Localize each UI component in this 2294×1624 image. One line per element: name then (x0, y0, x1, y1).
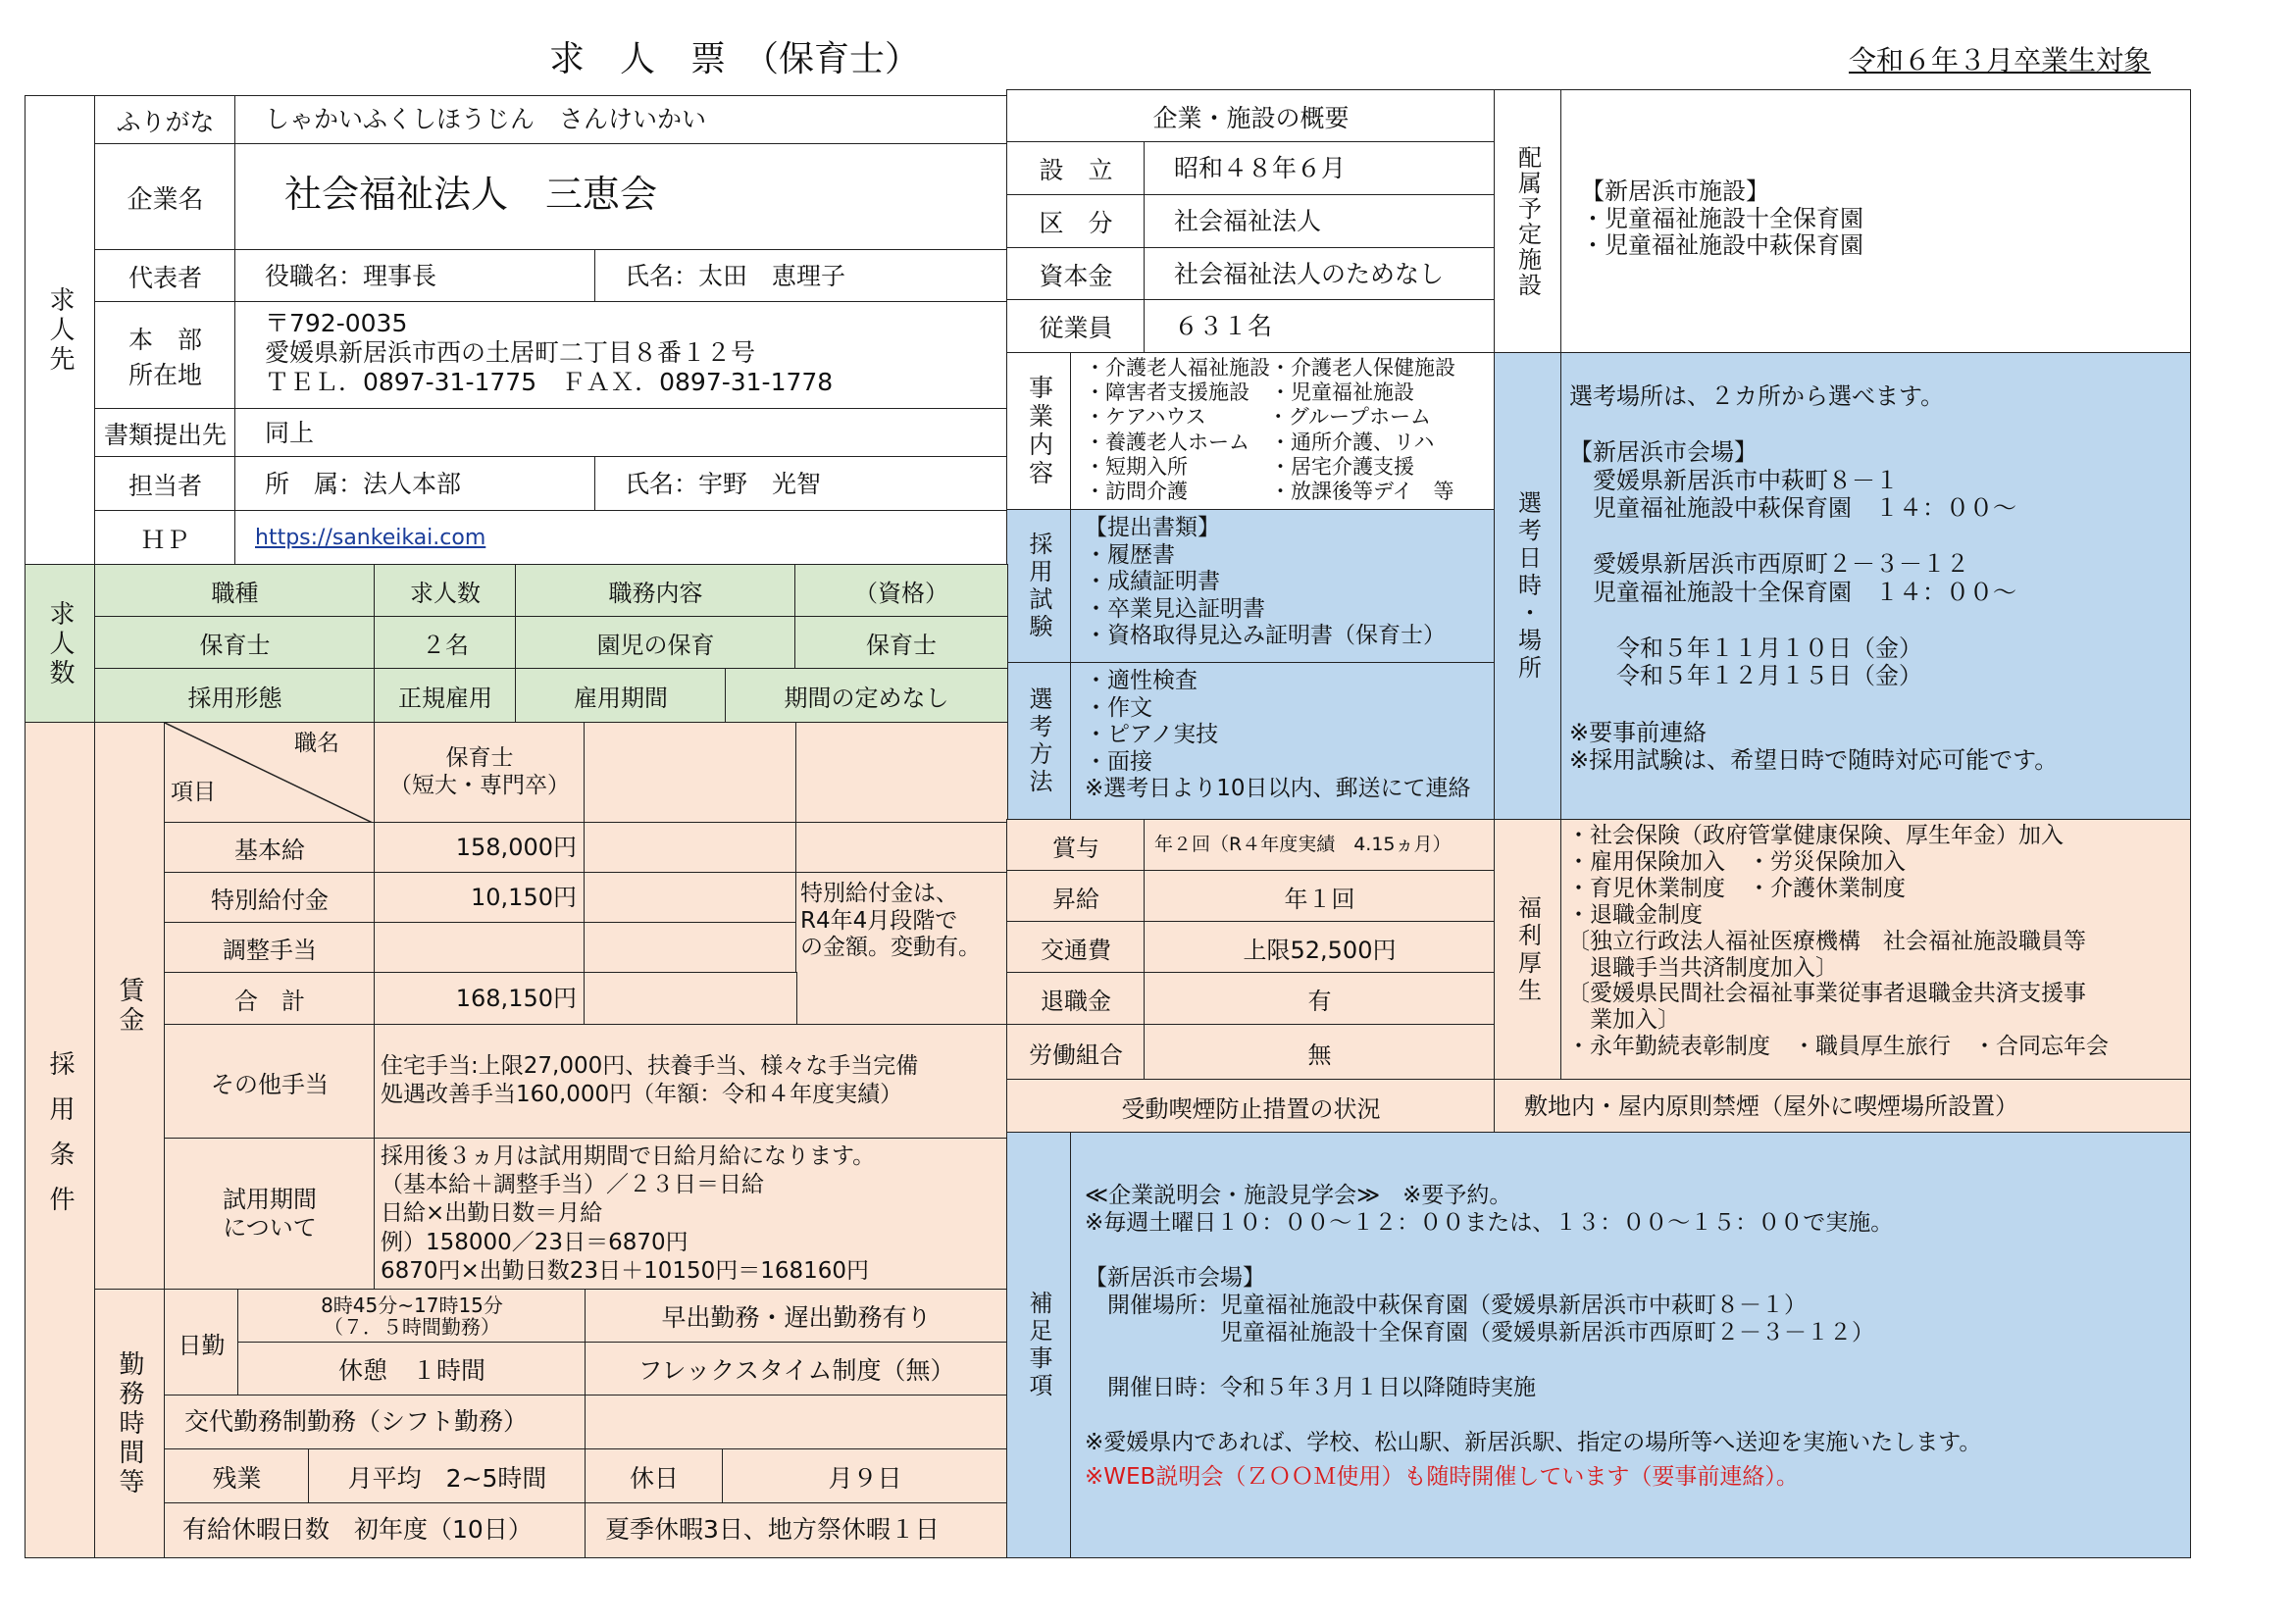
furigana-cell: しゃかいふくしほうじん さんけいかい (234, 95, 1008, 145)
union-value: 無 (1144, 1024, 1496, 1081)
pos-header-job: 職種 (94, 564, 376, 618)
schedule-label: 選考日時・場所 (1494, 352, 1562, 821)
employees-label: 従業員 (1006, 299, 1146, 354)
hp-link[interactable]: https://sankeikai.com (255, 526, 486, 550)
form-value: 正規雇用 (374, 668, 517, 724)
exam-method-label: 選考方法 (1006, 662, 1072, 821)
other-allowance-label: その他手当 (164, 1024, 376, 1140)
established-cell: 昭和４８年６月 (1144, 141, 1496, 196)
rep-title-cell: 役職名：理事長 (234, 249, 596, 303)
wage-total-value: 168,150円 (374, 972, 586, 1026)
shift-cell: 交代勤務制勤務（シフト勤務） (164, 1395, 586, 1450)
holiday-value: 月９日 (722, 1448, 1008, 1504)
type-label: 区 分 (1006, 194, 1146, 249)
wage-row-empty (584, 922, 797, 974)
holiday-label: 休日 (585, 1448, 724, 1504)
rep-name-cell: 氏名：太田 恵理子 (594, 249, 1008, 303)
overtime-value: 月平均 2~5時間 (308, 1448, 586, 1504)
trial-cell: 採用後３ヵ月は試用期間で日給月給になります。 （基本給＋調整手当）／２３日＝日給 日給×出勤日数＝月給 例）158000／23日＝6870円 6870円×出勤日数23日＋10150円＝168160円 (374, 1138, 1008, 1291)
notes-label: 補足事項 (1006, 1132, 1072, 1558)
business-cell: ・介護老人福祉施設・介護老人保健施設 ・障害者支援施設 ・児童福祉施設 ・ケアハウス ・グループホーム ・養護老人ホーム ・通所介護、リハ ・短期入所 ・居宅介護支援 ・訪問介護 ・放課後等デイ 等 (1070, 352, 1496, 511)
contact-label: 担当者 (94, 456, 236, 512)
pos-count: ２名 (374, 616, 517, 670)
wage-row-value: 158,000円 (374, 822, 586, 874)
welfare-label: 福利厚生 (1494, 819, 1562, 1081)
page-title: 求 人 票 （保育士） (549, 39, 921, 79)
side-employer: 求人先 (25, 95, 96, 566)
company-name: 社会福祉法人 三恵会 (284, 173, 658, 216)
contact-dept-cell: 所 属：法人本部 (234, 456, 596, 512)
other-allowance-cell: 住宅手当:上限27,000円、扶養手当、様々な手当完備 処遇改善手当160,000円（年額：令和４年度実績） (374, 1024, 1008, 1140)
hq-cell: 〒792-0035 愛媛県新居浜市西の土居町二丁目８番１２号 ＴＥＬ．0897-31-1775 ＦＡＸ．0897-31-1778 (234, 301, 1008, 410)
pos-job: 保育士 (94, 616, 376, 670)
exam-docs-cell: 【提出書類】 ・履歴書 ・成績証明書 ・卒業見込証明書 ・資格取得見込み証明書（保育士） (1070, 509, 1496, 664)
target-label: 令和６年３月卒業生対象 (1849, 44, 2152, 76)
hp-label: ＨＰ (94, 510, 236, 566)
retire-value: 有 (1144, 972, 1496, 1026)
welfare-cell: ・社会保険（政府管掌健康保険、厚生年金）加入 ・雇用保険加入 ・労災保険加入 ・育児休業制度 ・介護休業制度 ・退職金制度 〔独立行政法人福祉医療機構 社会福祉施設職員等 退職手当共済制度加入〕 〔愛媛県民間社会福祉事業従事者退職金共済支援事 業加入〕 ・永年勤続表彰制度 ・職員厚生旅行 ・合同忘年会 (1560, 819, 2191, 1081)
smoking-label: 受動喫煙防止措置の状況 (1006, 1079, 1496, 1134)
established-label: 設 立 (1006, 141, 1146, 196)
type-cell: 社会福祉法人 (1144, 194, 1496, 249)
early-late: 早出勤務・遅出勤務有り (585, 1289, 1008, 1344)
day-shift-label: 日勤 (164, 1289, 239, 1396)
overtime-label: 残業 (164, 1448, 310, 1504)
wage-row-label: 基本給 (164, 822, 376, 874)
vacation-cell: 夏季休暇3日、地方祭休暇１日 (585, 1502, 1008, 1558)
transport-value: 上限52,500円 (1144, 921, 1496, 974)
capital-label: 資本金 (1006, 247, 1146, 301)
wage-col-empty-1 (584, 722, 797, 824)
retire-label: 退職金 (1006, 972, 1146, 1026)
union-label: 労働組合 (1006, 1024, 1146, 1081)
wage-row-empty (584, 972, 797, 1026)
paid-leave-cell: 有給休暇日数 初年度（10日） (164, 1502, 586, 1558)
wage-row-value: 10,150円 (374, 872, 586, 924)
placement-label: 配属予定施設 (1494, 89, 1562, 354)
trial-label: 試用期間 について (164, 1138, 376, 1291)
period-value: 期間の定めなし (725, 668, 1008, 724)
form-label: 採用形態 (94, 668, 376, 724)
hq-label: 本 部 所在地 (94, 301, 236, 410)
flex-time: フレックスタイム制度（無） (585, 1342, 1008, 1396)
wage-corner: 職名 項目 (164, 722, 376, 824)
period-label: 雇用期間 (515, 668, 727, 724)
exam-method-cell: ・適性検査 ・作文 ・ピアノ実技 ・面接 ※選考日より10日以内、郵送にて連絡 (1070, 662, 1496, 821)
corner-diagonal (165, 723, 376, 824)
notes-cell: ≪企業説明会・施設見学会≫ ※要予約。 ※毎週土曜日１０：００～１２：００または、１３：００～１５：００で実施。 【新居浜市会場】 開催場所：児童福祉施設中萩保育園（愛媛県新居浜市中萩町８－１） 児童福祉施設十全保育園（愛媛県新居浜市西原町２－３－１２） 開催日時：令和５年３月１日以降随時実施 ※愛媛県内であれば、学校、松山駅、新居浜駅、指定の場所等へ送迎を実施いたします。 ※WEB説明会（ＺＯＯＭ使用）も随時開催しています（要事前連絡）。 (1070, 1132, 2191, 1558)
pos-header-count: 求人数 (374, 564, 517, 618)
exam-docs-label: 採用試験 (1006, 509, 1072, 664)
wage-total-label: 合 計 (164, 972, 376, 1026)
overview-title: 企業・施設の概要 (1006, 89, 1496, 143)
wage-row-empty (584, 872, 797, 924)
web-seminar-note: ※WEB説明会（ＺＯＯＭ使用）も随時開催しています（要事前連絡）。 (1085, 1464, 1799, 1490)
company-name-cell (234, 143, 1008, 251)
wage-row-label: 特別給付金 (164, 872, 376, 924)
wage-job: 保育士 （短大・専門卒） (374, 722, 586, 824)
pos-header-duty: 職務内容 (515, 564, 796, 618)
business-label: 事業内容 (1006, 352, 1072, 511)
side-count: 求人数 (25, 564, 96, 724)
hp-cell (234, 510, 1008, 566)
raise-label: 昇給 (1006, 870, 1146, 923)
docs-cell: 同上 (234, 408, 1008, 458)
bonus-cell: 年２回（R４年度実績 4.15ヵ月） (1144, 819, 1496, 872)
wage-row-empty (795, 822, 1008, 874)
employees-cell: ６３１名 (1144, 299, 1496, 354)
docs-label: 書類提出先 (94, 408, 236, 458)
break-time: 休憩 １時間 (237, 1342, 586, 1396)
wage-label: 賃金 (94, 722, 166, 1291)
work-time: 8時45分~17時15分 （７．５時間勤務） (237, 1289, 586, 1344)
hours-label: 勤務時間等 (94, 1289, 166, 1558)
furigana-label: ふりがな (94, 95, 236, 145)
raise-value: 年１回 (1144, 870, 1496, 923)
placement-cell: 【新居浜市施設】 ・児童福祉施設十全保育園 ・児童福祉施設中萩保育園 (1560, 89, 2191, 354)
bonus-label: 賞与 (1006, 819, 1146, 872)
shift-empty (585, 1395, 1008, 1450)
capital-cell: 社会福祉法人のためなし (1144, 247, 1496, 301)
transport-label: 交通費 (1006, 921, 1146, 974)
rep-label: 代表者 (94, 249, 236, 303)
pos-duty: 園児の保育 (515, 616, 796, 670)
schedule-cell: 選考場所は、２カ所から選べます。 【新居浜市会場】 愛媛県新居浜市中萩町８－１ 児童福祉施設中萩保育園 １４：００～ 愛媛県新居浜市西原町２－３－１２ 児童福祉施設十全保育園 １４：００～ 令和５年１１月１０日（金） 令和５年１２月１５日（金） ※要事前連絡 ※採用試験は、希望日時で随時対応可能です。 (1560, 352, 2191, 821)
smoking-cell: 敷地内・屋内原則禁煙（屋外に喫煙場所設置） (1494, 1079, 2191, 1134)
wage-col-empty-2 (795, 722, 1008, 824)
pos-qual: 保育士 (794, 616, 1008, 670)
side-conditions: 採用条件 (25, 722, 96, 1558)
pos-header-qual: （資格） (794, 564, 1008, 618)
company-name-label: 企業名 (94, 143, 236, 251)
wage-row-value (374, 922, 586, 974)
contact-name-cell: 氏名：宇野 光智 (594, 456, 1008, 512)
wage-row-label: 調整手当 (164, 922, 376, 974)
wage-note-cell: 特別給付金は、 R4年4月段階で の金額。変動有。 (795, 872, 1008, 1026)
wage-row-empty (584, 822, 797, 874)
